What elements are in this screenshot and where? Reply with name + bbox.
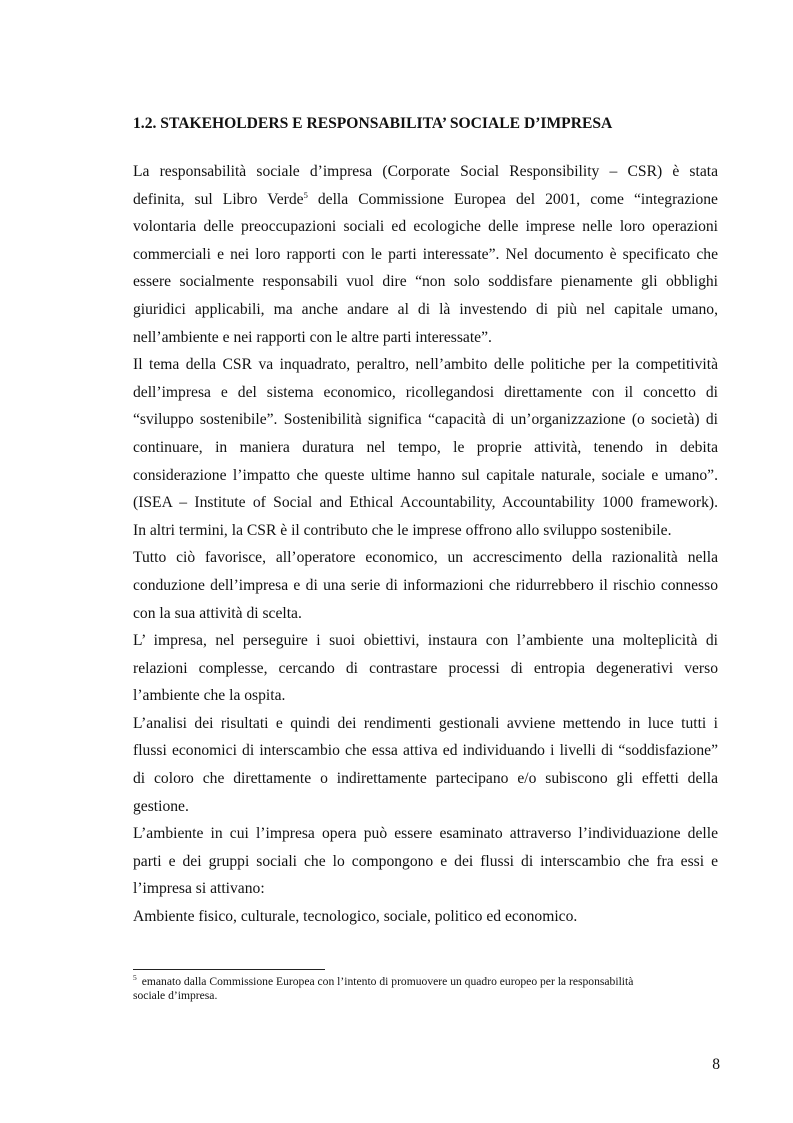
text-line: giuridici applicabili, ma anche andare al di là investendo di più nel capitale umano, bbox=[133, 300, 718, 318]
text-line: (ISEA – Institute of Social and Ethical Accountability, Accountability 1000 framework). bbox=[133, 494, 718, 512]
text-line: Il tema della CSR va inquadrato, peraltro, nell’ambito delle politiche per la competitività bbox=[133, 356, 718, 374]
footnote-separator bbox=[133, 969, 325, 970]
text-line: parti e dei gruppi sociali che lo compongono e dei flussi di interscambio che fra essi e bbox=[133, 852, 718, 870]
text-line: continuare, in maniera duratura nel tempo, le proprie attività, tenendo in debita bbox=[133, 438, 718, 456]
footnote-line bbox=[133, 989, 718, 1003]
text-line: L’ambiente in cui l’impresa opera può essere esaminato attraverso l’individuazione delle bbox=[133, 825, 718, 843]
text-line: “sviluppo sostenibile”. Sostenibilità significa “capacità di un’organizzazione (o società) di bbox=[133, 411, 718, 429]
text-line: Ambiente fisico, culturale, tecnologico, sociale, politico ed economico. bbox=[133, 908, 578, 926]
text-line: essere socialmente responsabili vuol dire “non solo soddisfare pienamente gli obblighi bbox=[133, 273, 718, 291]
text-line: volontaria delle preoccupazioni sociali ed ecologiche delle imprese nelle loro operazioni bbox=[133, 218, 718, 236]
body-text bbox=[133, 158, 718, 931]
text-line: di coloro che direttamente o indirettamente partecipano e/o subiscono gli effetti della bbox=[133, 770, 718, 788]
text-line: considerazione l’impatto che queste ultime hanno sul capitale naturale, sociale e umano”. bbox=[133, 466, 718, 484]
text-line: In altri termini, la CSR è il contributo che le imprese offrono allo sviluppo sostenibile. bbox=[133, 521, 672, 539]
text-line: gestione. bbox=[133, 797, 189, 815]
footnote bbox=[133, 975, 718, 1003]
section-heading: 1.2. STAKEHOLDERS E RESPONSABILITA’ SOCIALE D’IMPRESA bbox=[133, 115, 613, 132]
text-line: l’ambiente che la ospita. bbox=[133, 687, 286, 705]
text-line: Tutto ciò favorisce, all’operatore economico, un accrescimento della razionalità nella bbox=[133, 549, 718, 567]
footnote-marker: 5 bbox=[133, 973, 137, 982]
text-line: relazioni complesse, cercando di contrastare processi di entropia degenerativi verso bbox=[133, 659, 718, 677]
text-segment: della Commissione Europea del 2001, come “integrazione bbox=[307, 190, 718, 208]
text-segment: definita, sul Libro Verde bbox=[133, 190, 304, 208]
text-line: La responsabilità sociale d’impresa (Corporate Social Responsibility – CSR) è stata bbox=[133, 163, 718, 180]
text-line: l’impresa si attivano: bbox=[133, 880, 265, 898]
text-line: flussi economici di interscambio che essa attiva ed individuando i livelli di “soddisfazione” bbox=[133, 742, 718, 760]
text-line: L’ impresa, nel perseguire i suoi obiettivi, instaura con l’ambiente una molteplicità di bbox=[133, 632, 718, 650]
text-line: conduzione dell’impresa e di una serie di informazioni che ridurrebbero il rischio connesso bbox=[133, 576, 718, 594]
footnote-text: emanato dalla Commissione Europea con l’intento di promuovere un quadro europeo per la responsabilità bbox=[141, 975, 634, 988]
footnote-line bbox=[133, 975, 718, 989]
page-number: 8 bbox=[712, 1056, 720, 1073]
text-line bbox=[133, 186, 718, 214]
text-line: L’analisi dei risultati e quindi dei rendimenti gestionali avviene mettendo in luce tutti i bbox=[133, 714, 718, 732]
text-line: commerciali e nei loro rapporti con le parti interessate”. Nel documento è specificato che bbox=[133, 245, 718, 263]
footnote-text-continued: sociale d’impresa. bbox=[133, 989, 218, 1002]
text-line: dell’impresa e del sistema economico, ricollegandosi direttamente con il concetto di bbox=[133, 383, 718, 401]
text-line: con la sua attività di scelta. bbox=[133, 604, 302, 622]
footnote-reference: 5 bbox=[303, 189, 308, 200]
text-line: nell’ambiente e nei rapporti con le altre parti interessate”. bbox=[133, 328, 492, 346]
